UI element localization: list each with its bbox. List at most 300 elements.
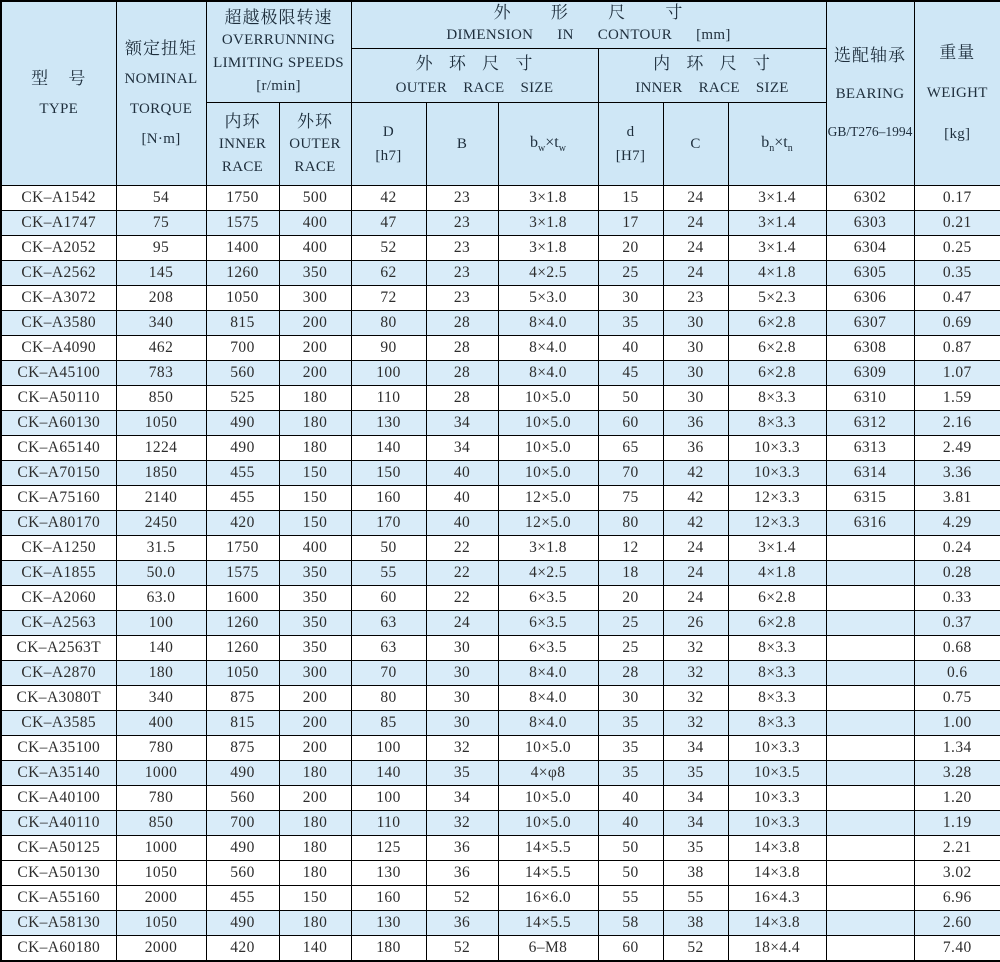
- table-row: [1, 286, 1000, 311]
- table-row: [1, 411, 1000, 436]
- bn-tn-cell: 14×3.8: [728, 861, 826, 886]
- D-cell: 110: [351, 386, 426, 411]
- d-cell: 20: [598, 586, 663, 611]
- outer-race-speed-cell: 350: [279, 611, 351, 636]
- nominal-torque-cell: 1050: [116, 411, 206, 436]
- speeds-header-en2: LIMITING SPEEDS: [213, 55, 344, 71]
- D-cell: 47: [351, 211, 426, 236]
- table-row: [1, 211, 1000, 236]
- nominal-torque-cell: 1050: [116, 861, 206, 886]
- C-cell: 23: [663, 286, 728, 311]
- inner-race-speed-cell: 1600: [206, 586, 279, 611]
- bw-tw-cell: 8×4.0: [498, 311, 598, 336]
- B-cell: 32: [426, 736, 498, 761]
- col-header-C: [663, 103, 728, 186]
- outer-race-speed-cell: 200: [279, 361, 351, 386]
- bw-tw-cell: 8×4.0: [498, 661, 598, 686]
- type-cell: CK–A60130: [1, 411, 116, 436]
- D-cell: 140: [351, 761, 426, 786]
- B-cell: 28: [426, 386, 498, 411]
- bw-tw-cell: 10×5.0: [498, 786, 598, 811]
- inner-race-speed-cell: 455: [206, 461, 279, 486]
- bn-tn-cell: 8×3.3: [728, 661, 826, 686]
- d-cell: 30: [598, 286, 663, 311]
- nominal-torque-cell: 783: [116, 361, 206, 386]
- B-cell: 34: [426, 436, 498, 461]
- D-cell: 60: [351, 586, 426, 611]
- bearing-header-en: BEARING: [835, 85, 905, 102]
- weight-cell: 4.29: [914, 511, 1000, 536]
- inner-race-speed-cell: 490: [206, 911, 279, 936]
- inner-race-speed-cell: 1050: [206, 286, 279, 311]
- nominal-torque-cell: 850: [116, 811, 206, 836]
- C-cell: 24: [663, 211, 728, 236]
- C-cell: 34: [663, 811, 728, 836]
- d-cell: 55: [598, 886, 663, 911]
- bw-tw-cell: 8×4.0: [498, 711, 598, 736]
- weight-cell: 0.28: [914, 561, 1000, 586]
- type-cell: CK–A50125: [1, 836, 116, 861]
- table-row: [1, 736, 1000, 761]
- type-cell: CK–A3585: [1, 711, 116, 736]
- D-cell: 63: [351, 611, 426, 636]
- type-cell: CK–A80170: [1, 511, 116, 536]
- C-cell: 36: [663, 411, 728, 436]
- bn-tn-cell: 12×3.3: [728, 511, 826, 536]
- D-cell: 110: [351, 811, 426, 836]
- nominal-torque-cell: 50.0: [116, 561, 206, 586]
- dimension-header-zh: 外 形 尺 寸: [493, 3, 684, 22]
- bw-base: b: [530, 133, 539, 151]
- C-cell: 24: [663, 536, 728, 561]
- C-cell: 34: [663, 786, 728, 811]
- d-symbol: d: [626, 124, 635, 140]
- bn-tn-cell: 18×4.4: [728, 936, 826, 962]
- inner-race-speed-cell: 420: [206, 936, 279, 962]
- weight-header-zh: 重量: [939, 43, 976, 62]
- bearing-cell: [826, 886, 914, 911]
- bearing-cell: 6306: [826, 286, 914, 311]
- bn-base: b: [761, 133, 770, 151]
- bn-tn-cell: 10×3.3: [728, 811, 826, 836]
- speeds-header-unit: [r/min]: [256, 78, 301, 94]
- d-cell: 35: [598, 311, 663, 336]
- type-cell: CK–A1747: [1, 211, 116, 236]
- outer-race-speed-cell: 180: [279, 811, 351, 836]
- table-row: [1, 361, 1000, 386]
- d-cell: 65: [598, 436, 663, 461]
- bn-tn-cell: 16×4.3: [728, 886, 826, 911]
- d-cell: 25: [598, 261, 663, 286]
- B-cell: 34: [426, 786, 498, 811]
- table-header: [1, 1, 1000, 186]
- inner-race-speed-cell: 1750: [206, 186, 279, 211]
- B-cell: 23: [426, 286, 498, 311]
- bearing-cell: 6304: [826, 236, 914, 261]
- nominal-torque-cell: 1000: [116, 761, 206, 786]
- type-cell: CK–A35100: [1, 736, 116, 761]
- bw-tw-cell: 10×5.0: [498, 411, 598, 436]
- B-cell: 36: [426, 911, 498, 936]
- D-cell: 130: [351, 411, 426, 436]
- d-tolerance: [H7]: [615, 148, 646, 164]
- outer-race-speed-cell: 200: [279, 686, 351, 711]
- inner-race-speed-cell: 455: [206, 486, 279, 511]
- B-cell: 36: [426, 861, 498, 886]
- type-cell: CK–A65140: [1, 436, 116, 461]
- d-cell: 18: [598, 561, 663, 586]
- weight-cell: 0.68: [914, 636, 1000, 661]
- C-cell: 34: [663, 736, 728, 761]
- col-header-inner-race-size: [598, 49, 826, 103]
- bn-tn-cell: 3×1.4: [728, 236, 826, 261]
- B-cell: 34: [426, 411, 498, 436]
- C-cell: 26: [663, 611, 728, 636]
- bw-tw-cell: 4×2.5: [498, 561, 598, 586]
- bw-tw-cell: 6×3.5: [498, 586, 598, 611]
- table-row: [1, 461, 1000, 486]
- bearing-cell: 6308: [826, 336, 914, 361]
- type-cell: CK–A1542: [1, 186, 116, 211]
- C-cell: 38: [663, 861, 728, 886]
- D-cell: 62: [351, 261, 426, 286]
- bn-tn-cell: 10×3.3: [728, 786, 826, 811]
- bn-tn-cell: 8×3.3: [728, 386, 826, 411]
- outer-race-speed-cell: 350: [279, 586, 351, 611]
- bw-tw-cell: 8×4.0: [498, 336, 598, 361]
- bn-sub: n: [769, 143, 775, 155]
- B-cell: 30: [426, 711, 498, 736]
- bn-tn-cell: 8×3.3: [728, 686, 826, 711]
- torque-header-zh: 额定扭矩: [125, 38, 197, 58]
- weight-cell: 0.6: [914, 661, 1000, 686]
- table-row: [1, 486, 1000, 511]
- inner-race-speed-cell: 875: [206, 736, 279, 761]
- outer-race-speed-cell: 200: [279, 711, 351, 736]
- type-cell: CK–A2563: [1, 611, 116, 636]
- bearing-cell: [826, 861, 914, 886]
- d-cell: 17: [598, 211, 663, 236]
- type-cell: CK–A60180: [1, 936, 116, 962]
- nominal-torque-cell: 1850: [116, 461, 206, 486]
- B-cell: 23: [426, 236, 498, 261]
- type-cell: CK–A3580: [1, 311, 116, 336]
- d-cell: 25: [598, 611, 663, 636]
- table-row: [1, 561, 1000, 586]
- weight-cell: 0.21: [914, 211, 1000, 236]
- table-row: [1, 711, 1000, 736]
- d-cell: 50: [598, 861, 663, 886]
- d-cell: 28: [598, 661, 663, 686]
- C-cell: 42: [663, 461, 728, 486]
- table-row: [1, 786, 1000, 811]
- table-row: [1, 436, 1000, 461]
- bearing-header-zh: 选配轴承: [834, 45, 907, 65]
- inner-race-speed-cell: 1575: [206, 561, 279, 586]
- bn-tn-cell: 5×2.3: [728, 286, 826, 311]
- d-cell: 80: [598, 511, 663, 536]
- outer-race-speed-cell: 180: [279, 761, 351, 786]
- table-row: [1, 686, 1000, 711]
- nominal-torque-cell: 95: [116, 236, 206, 261]
- nominal-torque-cell: 340: [116, 686, 206, 711]
- table-row: [1, 511, 1000, 536]
- B-cell: 30: [426, 686, 498, 711]
- D-cell: 85: [351, 711, 426, 736]
- B-cell: 40: [426, 511, 498, 536]
- outer-race-speed-cell: 350: [279, 636, 351, 661]
- B-cell: 28: [426, 361, 498, 386]
- outer-speed-zh: 外环: [297, 111, 333, 131]
- torque-header-en2: TORQUE: [129, 100, 193, 117]
- type-cell: CK–A75160: [1, 486, 116, 511]
- weight-cell: 1.07: [914, 361, 1000, 386]
- col-header-dimension-contour: [351, 1, 826, 49]
- inner-race-speed-cell: 815: [206, 311, 279, 336]
- bearing-cell: 6309: [826, 361, 914, 386]
- B-cell: 23: [426, 211, 498, 236]
- bn-tn-cell: 6×2.8: [728, 361, 826, 386]
- inner-race-size-en: INNER RACE SIZE: [635, 79, 789, 96]
- weight-cell: 0.24: [914, 536, 1000, 561]
- col-header-bw-tw: [498, 103, 598, 186]
- bn-tn-cell: 6×2.8: [728, 336, 826, 361]
- D-cell: 180: [351, 936, 426, 962]
- nominal-torque-cell: 850: [116, 386, 206, 411]
- outer-race-speed-cell: 150: [279, 511, 351, 536]
- weight-cell: 3.36: [914, 461, 1000, 486]
- speeds-header-en1: OVERRUNNING: [221, 32, 336, 48]
- weight-cell: 0.87: [914, 336, 1000, 361]
- C-cell: 42: [663, 486, 728, 511]
- d-cell: 60: [598, 936, 663, 962]
- bw-tw-cell: 14×5.5: [498, 861, 598, 886]
- weight-cell: 2.60: [914, 911, 1000, 936]
- d-cell: 40: [598, 336, 663, 361]
- D-cell: 50: [351, 536, 426, 561]
- D-cell: 140: [351, 436, 426, 461]
- inner-race-size-zh: 内 环 尺 寸: [653, 53, 771, 73]
- d-cell: 40: [598, 811, 663, 836]
- col-header-overrunning-speeds: [206, 1, 351, 103]
- table-row: [1, 811, 1000, 836]
- bw-sub: w: [538, 143, 546, 155]
- col-header-nominal-torque: [116, 1, 206, 186]
- nominal-torque-cell: 2000: [116, 886, 206, 911]
- B-cell: 52: [426, 936, 498, 962]
- bearing-cell: 6303: [826, 211, 914, 236]
- type-cell: CK–A50130: [1, 861, 116, 886]
- bw-tw-cell: 8×4.0: [498, 686, 598, 711]
- table-row: [1, 611, 1000, 636]
- bw-tw-cell: 3×1.8: [498, 536, 598, 561]
- B-cell: 23: [426, 261, 498, 286]
- outer-race-size-zh: 外 环 尺 寸: [415, 53, 534, 73]
- bearing-cell: [826, 661, 914, 686]
- weight-cell: 0.75: [914, 686, 1000, 711]
- bw-tw-cell: 3×1.8: [498, 186, 598, 211]
- outer-race-speed-cell: 350: [279, 561, 351, 586]
- nominal-torque-cell: 2140: [116, 486, 206, 511]
- D-symbol: D: [382, 124, 395, 140]
- weight-cell: 1.19: [914, 811, 1000, 836]
- D-cell: 80: [351, 686, 426, 711]
- d-cell: 45: [598, 361, 663, 386]
- type-cell: CK–A2060: [1, 586, 116, 611]
- C-cell: 30: [663, 361, 728, 386]
- outer-speed-en1: OUTER: [289, 135, 341, 152]
- B-cell: 22: [426, 536, 498, 561]
- table-row: [1, 336, 1000, 361]
- bn-tn-cell: 3×1.4: [728, 211, 826, 236]
- bearing-cell: 6314: [826, 461, 914, 486]
- weight-cell: 2.21: [914, 836, 1000, 861]
- B-cell: 22: [426, 586, 498, 611]
- D-cell: 100: [351, 736, 426, 761]
- nominal-torque-cell: 780: [116, 736, 206, 761]
- B-cell: 40: [426, 461, 498, 486]
- table-row: [1, 836, 1000, 861]
- bw-tw-cell: 6×3.5: [498, 636, 598, 661]
- B-cell: 23: [426, 186, 498, 211]
- inner-race-speed-cell: 490: [206, 411, 279, 436]
- C-cell: 24: [663, 261, 728, 286]
- speeds-header-zh: 超越极限转速: [224, 8, 333, 27]
- inner-race-speed-cell: 700: [206, 336, 279, 361]
- D-cell: 90: [351, 336, 426, 361]
- outer-race-speed-cell: 150: [279, 486, 351, 511]
- nominal-torque-cell: 400: [116, 711, 206, 736]
- inner-speed-en2: RACE: [221, 158, 264, 175]
- D-cell: 160: [351, 886, 426, 911]
- B-cell: 30: [426, 661, 498, 686]
- bw-tw-cell: 10×5.0: [498, 461, 598, 486]
- outer-race-speed-cell: 150: [279, 886, 351, 911]
- bearing-cell: 6315: [826, 486, 914, 511]
- C-cell: 42: [663, 511, 728, 536]
- type-cell: CK–A40100: [1, 786, 116, 811]
- weight-cell: 2.16: [914, 411, 1000, 436]
- inner-race-speed-cell: 1260: [206, 261, 279, 286]
- type-cell: CK–A1855: [1, 561, 116, 586]
- tw-sub: w: [558, 143, 566, 155]
- bw-tw-cell: 6×3.5: [498, 611, 598, 636]
- col-header-weight: [914, 1, 1000, 186]
- D-cell: 150: [351, 461, 426, 486]
- bearing-cell: 6307: [826, 311, 914, 336]
- d-cell: 35: [598, 736, 663, 761]
- weight-header-unit: [kg]: [944, 126, 971, 142]
- tw-base: ×t: [545, 133, 559, 151]
- table-row: [1, 236, 1000, 261]
- bw-tw-cell: 10×5.0: [498, 386, 598, 411]
- nominal-torque-cell: 145: [116, 261, 206, 286]
- outer-race-speed-cell: 500: [279, 186, 351, 211]
- col-header-B: [426, 103, 498, 186]
- col-header-outer-race-size: [351, 49, 598, 103]
- D-cell: 100: [351, 786, 426, 811]
- nominal-torque-cell: 208: [116, 286, 206, 311]
- bearing-cell: 6316: [826, 511, 914, 536]
- B-cell: 24: [426, 611, 498, 636]
- weight-cell: 7.40: [914, 936, 1000, 962]
- tn-base: ×t: [774, 133, 788, 151]
- outer-race-speed-cell: 400: [279, 211, 351, 236]
- bw-tw-cell: 3×1.8: [498, 236, 598, 261]
- outer-race-speed-cell: 400: [279, 536, 351, 561]
- outer-speed-en2: RACE: [294, 158, 336, 175]
- C-cell: 55: [663, 886, 728, 911]
- bearing-cell: [826, 686, 914, 711]
- outer-race-speed-cell: 350: [279, 261, 351, 286]
- table-row: [1, 661, 1000, 686]
- C-cell: 24: [663, 236, 728, 261]
- bearing-cell: [826, 736, 914, 761]
- bearing-cell: 6312: [826, 411, 914, 436]
- C-cell: 32: [663, 686, 728, 711]
- type-cell: CK–A2870: [1, 661, 116, 686]
- type-cell: CK–A1250: [1, 536, 116, 561]
- bearing-header-standard: GB/T276–1994: [827, 123, 913, 139]
- table-row: [1, 261, 1000, 286]
- type-cell: CK–A50110: [1, 386, 116, 411]
- weight-cell: 0.17: [914, 186, 1000, 211]
- bn-tn-cell: 10×3.3: [728, 436, 826, 461]
- C-cell: 32: [663, 711, 728, 736]
- bearing-cell: [826, 611, 914, 636]
- bn-tn-cell: 6×2.8: [728, 586, 826, 611]
- table-row: [1, 536, 1000, 561]
- bn-tn-cell: 6×2.8: [728, 311, 826, 336]
- bn-tn-cell: 4×1.8: [728, 261, 826, 286]
- C-cell: 30: [663, 336, 728, 361]
- nominal-torque-cell: 462: [116, 336, 206, 361]
- bw-tw-cell: 8×4.0: [498, 361, 598, 386]
- type-cell: CK–A45100: [1, 361, 116, 386]
- C-cell: 24: [663, 186, 728, 211]
- inner-speed-en1: INNER: [218, 135, 267, 152]
- C-cell: 35: [663, 836, 728, 861]
- weight-cell: 0.33: [914, 586, 1000, 611]
- nominal-torque-cell: 63.0: [116, 586, 206, 611]
- weight-cell: 0.35: [914, 261, 1000, 286]
- bn-tn-cell: 6×2.8: [728, 611, 826, 636]
- inner-race-speed-cell: 875: [206, 686, 279, 711]
- D-cell: 130: [351, 911, 426, 936]
- weight-cell: 1.20: [914, 786, 1000, 811]
- D-tolerance: [h7]: [375, 148, 402, 164]
- bw-tw-cell: 4×φ8: [498, 761, 598, 786]
- nominal-torque-cell: 31.5: [116, 536, 206, 561]
- inner-race-speed-cell: 1575: [206, 211, 279, 236]
- outer-race-speed-cell: 300: [279, 286, 351, 311]
- d-cell: 58: [598, 911, 663, 936]
- bw-tw-cell: 4×2.5: [498, 261, 598, 286]
- B-cell: 40: [426, 486, 498, 511]
- nominal-torque-cell: 1000: [116, 836, 206, 861]
- inner-race-speed-cell: 1400: [206, 236, 279, 261]
- C-cell: 24: [663, 586, 728, 611]
- inner-race-speed-cell: 490: [206, 761, 279, 786]
- d-cell: 30: [598, 686, 663, 711]
- bearing-cell: [826, 811, 914, 836]
- bearing-cell: [826, 636, 914, 661]
- nominal-torque-cell: 1050: [116, 911, 206, 936]
- B-cell: 35: [426, 761, 498, 786]
- table-row: [1, 911, 1000, 936]
- table-row: [1, 311, 1000, 336]
- d-cell: 20: [598, 236, 663, 261]
